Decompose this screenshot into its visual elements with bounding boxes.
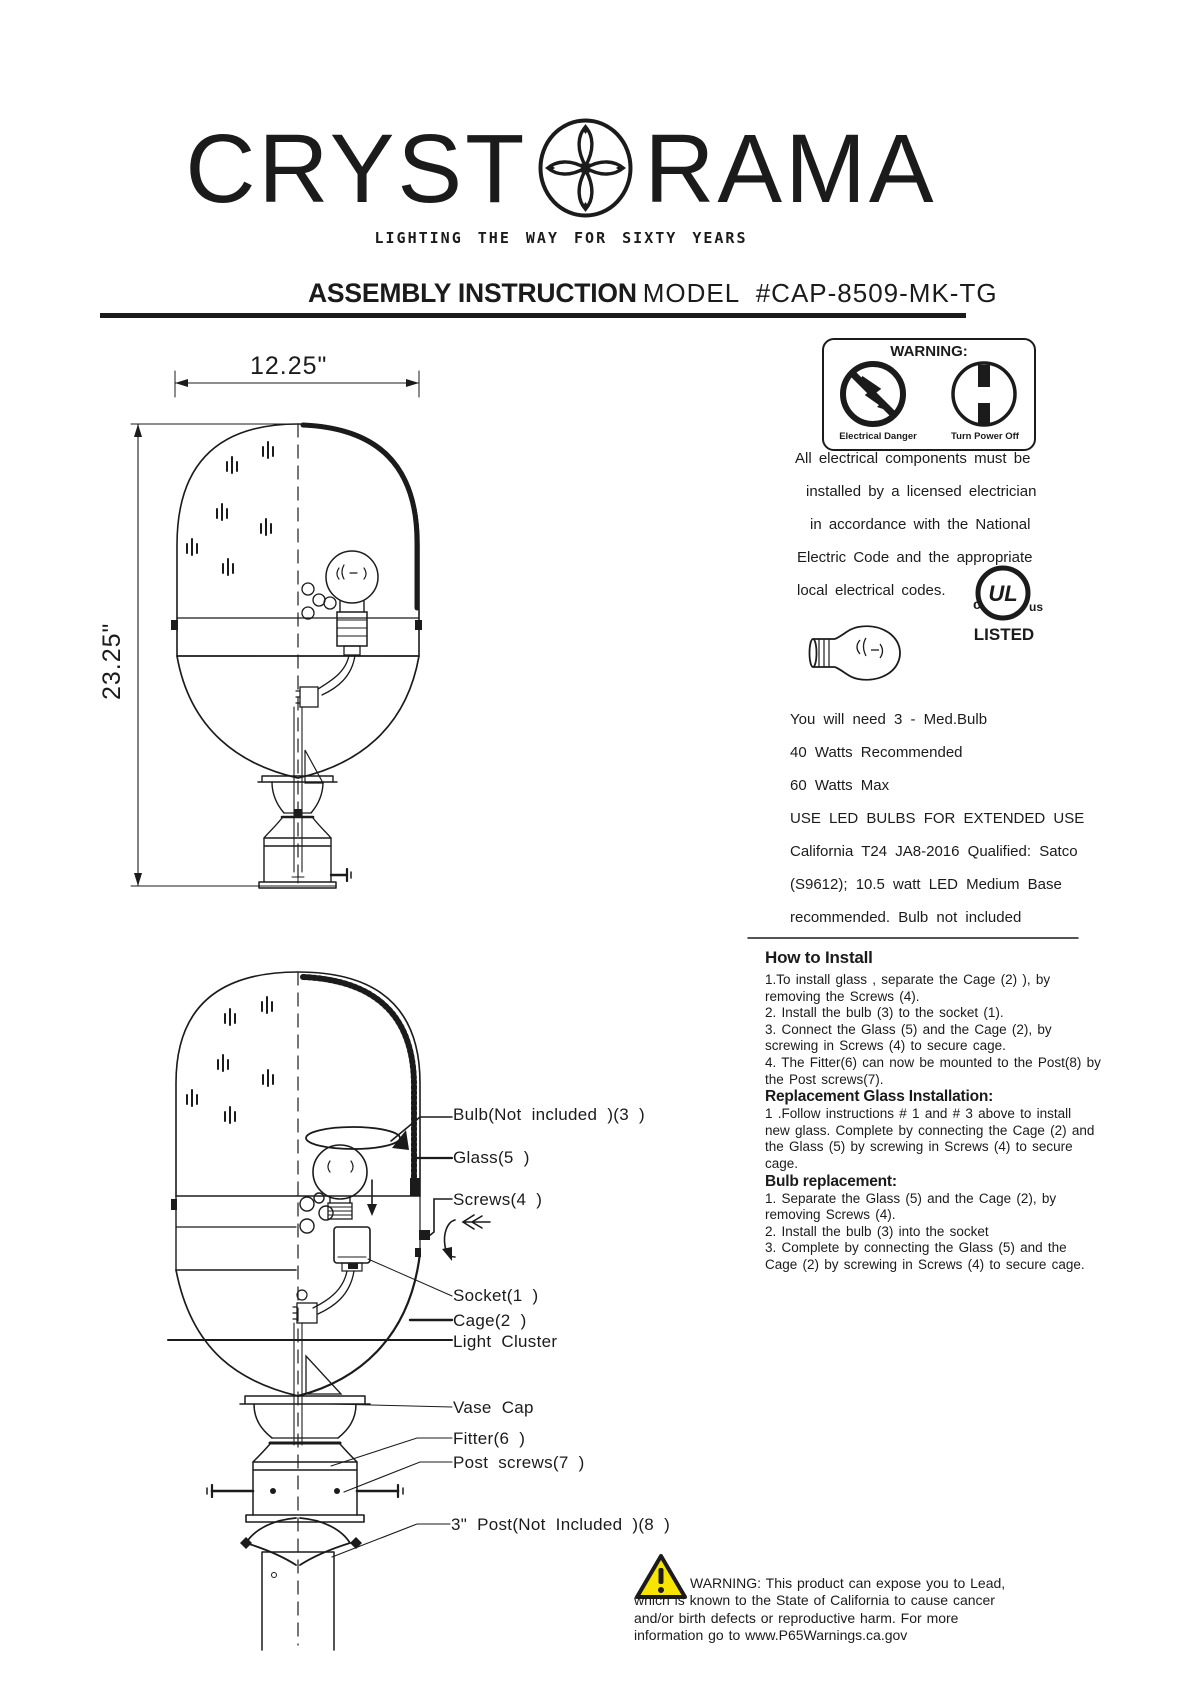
svg-text:us: us <box>1029 600 1044 614</box>
turn-power-off-caption: Turn Power Off <box>951 431 1019 442</box>
brand-tagline: LIGHTING THE WAY FOR SIXTY YEARS <box>374 229 748 247</box>
prop65-line: and/or birth defects or reproductive harm. For more <box>634 1609 959 1626</box>
svg-text:UL: UL <box>988 581 1018 606</box>
svg-text:LISTED: LISTED <box>973 625 1035 644</box>
svg-text:c: c <box>973 596 981 612</box>
electrician-note-line: in accordance with the National <box>810 516 1031 533</box>
part-label-cage: Cage(2 ) <box>453 1311 527 1330</box>
document-title <box>308 278 998 309</box>
warning-box-title: WARNING: <box>890 343 968 360</box>
bulb-info-line: 40 Watts Recommended <box>790 744 963 761</box>
part-label-bulb: Bulb(Not included )(3 ) <box>453 1105 645 1124</box>
turn-power-off-icon <box>949 359 1019 429</box>
bulb-info-line: (S9612); 10.5 watt LED Medium Base <box>790 876 1062 893</box>
height-dimension-label: 23.25" <box>98 622 126 700</box>
prop65-line: which is known to the State of California to cause cancer <box>634 1592 995 1609</box>
bulb-info-line: You will need 3 - Med.Bulb <box>790 711 988 728</box>
instructions-column <box>765 948 1101 1274</box>
crystorama-emblem-icon <box>537 118 634 218</box>
bulb-info-line: recommended. Bulb not included <box>790 909 1022 926</box>
electrician-note-line: All electrical components must be <box>795 450 1031 467</box>
electrical-danger-icon <box>837 358 909 430</box>
header-rule <box>100 313 966 318</box>
install-step: 1.To install glass , separate the Cage (2) ), by removing the Screws (4). <box>765 972 1051 1004</box>
install-step: 3. Connect the Glass (5) and the Cage (2), by screwing in Screws (4) to secure cage. <box>765 1021 1052 1054</box>
part-label-socket: Socket(1 ) <box>453 1286 539 1305</box>
electrician-note-line: Electric Code and the appropriate <box>797 549 1033 566</box>
replacement-step: 1 .Follow instructions # 1 and # 3 above to install new glass. Complete by connecting the Cage (2) and the Glass (5) by screwing in Screws (4) to secure cage. <box>765 1106 1095 1171</box>
bulb-info-line: 60 Watts Max <box>790 777 890 794</box>
replacement-glass-heading: Replacement Glass Installation: <box>765 1088 994 1106</box>
part-label-fitter: Fitter(6 ) <box>453 1429 526 1448</box>
bulb-info-line: USE LED BULBS FOR EXTENDED USE <box>790 810 1085 827</box>
bulb-info-line: California T24 JA8-2016 Qualified: Satco <box>790 843 1078 860</box>
part-label-screws: Screws(4 ) <box>453 1190 543 1209</box>
electrical-danger-caption: Electrical Danger <box>839 431 917 442</box>
brand-name-right: RAMA <box>644 113 937 223</box>
electrician-note-line: installed by a licensed electrician <box>806 483 1037 500</box>
how-to-install-heading: How to Install <box>765 948 873 967</box>
brand-logo <box>0 113 1122 223</box>
ul-listed-icon <box>965 562 1045 646</box>
bulb-replacement-step: 3. Complete by connecting the Glass (5) and the Cage (2) by screwing in Screws (4) to secure cage. <box>765 1240 1085 1272</box>
brand-name-left: CRYST <box>185 113 528 223</box>
part-label-light-cluster: Light Cluster <box>453 1332 558 1351</box>
bulb-replacement-heading: Bulb replacement: <box>765 1172 897 1190</box>
install-step: 4. The Fitter(6) can now be mounted to the Post(8) by the Post screws(7). <box>765 1054 1101 1087</box>
part-label-glass: Glass(5 ) <box>453 1148 530 1167</box>
prop65-warning <box>634 1575 1036 1645</box>
prop65-line: WARNING: This product can expose you to Lead, <box>690 1575 1006 1591</box>
part-label-post: 3" Post(Not Included )(8 ) <box>451 1515 671 1534</box>
model-number: MODEL #CAP-8509-MK-TG <box>642 278 998 308</box>
prop65-line: information go to www.P65Warnings.ca.gov <box>634 1627 908 1644</box>
electrical-warning-box <box>822 338 1036 451</box>
bulb-replacement-step: 2. Install the bulb (3) into the socket <box>765 1223 989 1239</box>
install-step: 2. Install the bulb (3) to the socket (1). <box>765 1005 1004 1021</box>
doc-type-title: ASSEMBLY INSTRUCTION <box>308 278 637 308</box>
part-label-post-screws: Post screws(7 ) <box>453 1453 585 1472</box>
bulb-replacement-step: 1. Separate the Glass (5) and the Cage (2), by removing Screws (4). <box>765 1190 1057 1223</box>
bulb-icon <box>808 620 916 686</box>
width-dimension-label: 12.25" <box>250 352 328 380</box>
electrician-note-line: local electrical codes. <box>797 582 946 599</box>
part-label-vase-cap: Vase Cap <box>453 1398 534 1417</box>
